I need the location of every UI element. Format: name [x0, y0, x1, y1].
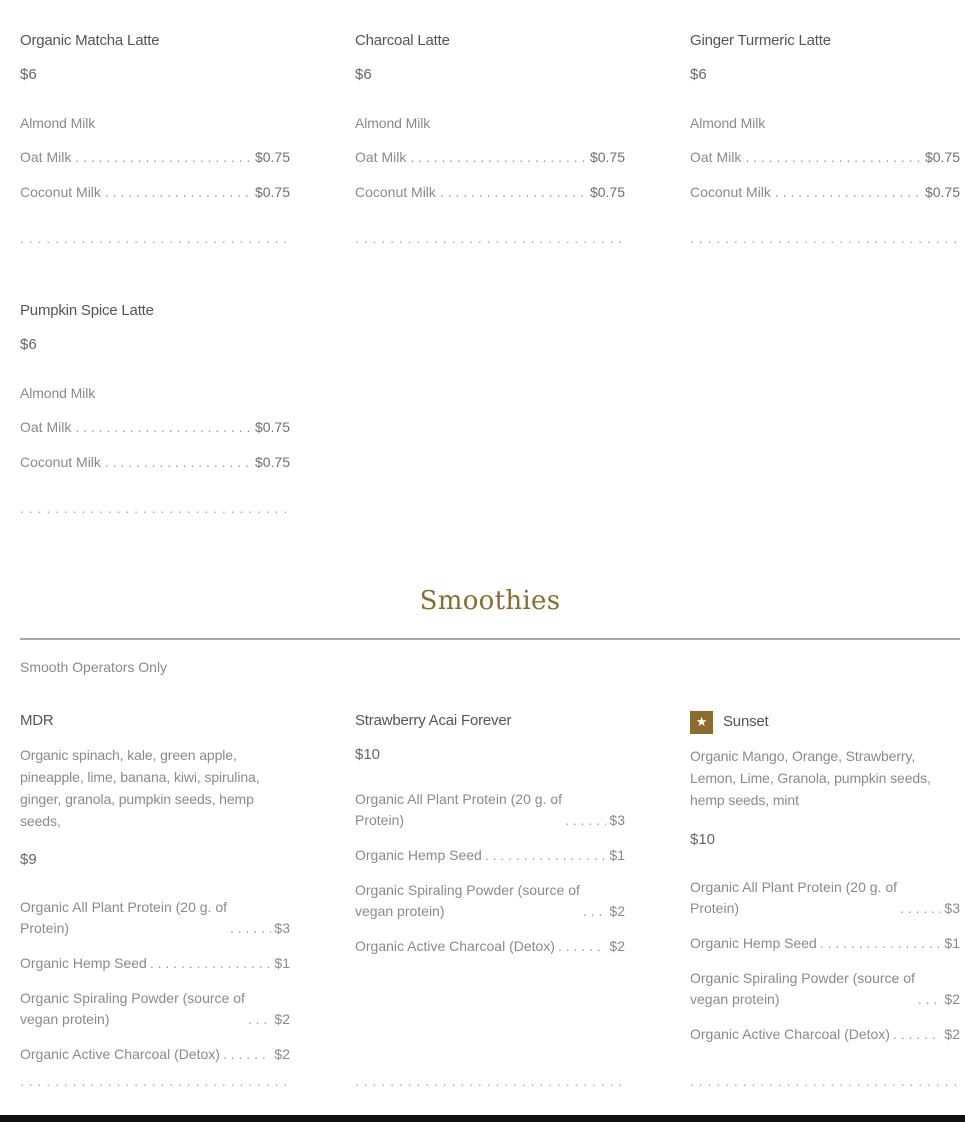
- item-name: Strawberry Acai Forever: [355, 712, 512, 729]
- item-name: MDR: [20, 712, 54, 729]
- addon-name: Organic Hemp Seed: [690, 935, 817, 951]
- dot-leader: [583, 901, 607, 922]
- item-price: $6: [355, 66, 372, 83]
- addon-name-line: Organic All Plant Protein (20 g. of: [355, 791, 562, 807]
- option-price: $0.75: [254, 419, 290, 435]
- dot-leader: [105, 182, 251, 203]
- section-title: Smoothies: [419, 586, 561, 616]
- menu-item-matcha-latte: [20, 31, 290, 203]
- item-description: Organic Mango, Orange, Strawberry, Lemon, Lime, Granola, pumpkin seeds, hemp seeds, mint: [690, 748, 931, 808]
- addon-row: [355, 789, 625, 831]
- addon-row: [20, 953, 290, 974]
- option-name: Oat Milk: [355, 149, 407, 165]
- dot-leader: [820, 933, 942, 954]
- item-name-row: [690, 710, 960, 734]
- addon-name-line: Organic All Plant Protein (20 g. of: [20, 899, 227, 915]
- addon-price: $2: [944, 1026, 960, 1042]
- item-separator: [20, 230, 290, 244]
- addon-name: Organic Active Charcoal (Detox): [20, 1046, 220, 1062]
- option-price: $0.75: [924, 149, 960, 165]
- dot-leader: [775, 182, 921, 203]
- option-name: Coconut Milk: [690, 184, 771, 200]
- item-base-option: Almond Milk: [690, 115, 766, 131]
- item-name: Organic Matcha Latte: [20, 32, 160, 49]
- option-price: $0.75: [589, 184, 625, 200]
- item-separator: [20, 1073, 290, 1087]
- option-row: [355, 182, 625, 203]
- option-name: Coconut Milk: [20, 184, 101, 200]
- dot-leader: [485, 845, 607, 866]
- addon-price: $3: [274, 920, 290, 936]
- option-row: [20, 452, 290, 473]
- addon-price: $2: [944, 991, 960, 1007]
- option-row: [20, 417, 290, 438]
- dot-leader: [105, 452, 251, 473]
- item-name: Pumpkin Spice Latte: [20, 302, 154, 319]
- option-price: $0.75: [254, 454, 290, 470]
- option-row: [20, 182, 290, 203]
- dot-leader: [565, 810, 606, 831]
- addon-name: Organic Hemp Seed: [20, 955, 147, 971]
- addon-row: [20, 897, 290, 939]
- addon-row: [690, 968, 960, 1010]
- addon-name: Organic Active Charcoal (Detox): [690, 1026, 890, 1042]
- item-price: $10: [355, 746, 381, 763]
- option-name: Oat Milk: [690, 149, 742, 165]
- addon-price: $1: [944, 935, 960, 951]
- section-subtitle: Smooth Operators Only: [20, 659, 168, 675]
- dot-leader: [410, 147, 586, 168]
- item-price: $10: [690, 831, 716, 848]
- option-row: [690, 182, 960, 203]
- item-base-option: Almond Milk: [20, 115, 96, 131]
- addon-name-line: vegan protein): [20, 1011, 110, 1027]
- footer-bar: [0, 1115, 965, 1122]
- menu-item-mdr: [20, 711, 290, 1065]
- menu-item-strawberry-acai-forever: [355, 711, 625, 957]
- item-base-option: Almond Milk: [20, 385, 96, 401]
- option-row: [355, 147, 625, 168]
- addon-row: [690, 933, 960, 954]
- dot-leader: [230, 918, 271, 939]
- dot-leader: [75, 147, 251, 168]
- menu-item-pumpkin-spice-latte: [20, 301, 290, 473]
- item-base-option: Almond Milk: [355, 115, 431, 131]
- addon-name-line: Organic All Plant Protein (20 g. of: [690, 879, 897, 895]
- dot-leader: [900, 898, 941, 919]
- addon-name-line: Protein): [20, 920, 70, 936]
- addon-row: [355, 845, 625, 866]
- addon-name-line: vegan protein): [355, 903, 445, 919]
- menu-item-sunset: [690, 710, 960, 1045]
- dot-leader: [558, 936, 606, 957]
- addon-name: Organic Active Charcoal (Detox): [355, 938, 555, 954]
- dot-leader: [223, 1044, 271, 1065]
- section-divider: [20, 638, 960, 640]
- item-separator: [690, 1073, 960, 1087]
- item-name: Charcoal Latte: [355, 32, 450, 49]
- dot-leader: [893, 1024, 941, 1045]
- star-icon: ★: [690, 711, 713, 734]
- option-price: $0.75: [924, 184, 960, 200]
- addon-name-line: Organic Spiraling Powder (source of: [355, 882, 580, 898]
- addon-row: [690, 877, 960, 919]
- option-row: [20, 147, 290, 168]
- addon-row: [20, 1044, 290, 1065]
- dot-leader: [440, 182, 586, 203]
- addon-price: $1: [274, 955, 290, 971]
- addon-price: $2: [274, 1046, 290, 1062]
- menu-item-ginger-turmeric-latte: [690, 31, 960, 203]
- addon-name-line: Protein): [690, 900, 740, 916]
- addon-name: Organic Hemp Seed: [355, 847, 482, 863]
- addon-row: [355, 880, 625, 922]
- option-price: $0.75: [254, 149, 290, 165]
- addon-name-line: vegan protein): [690, 991, 780, 1007]
- option-price: $0.75: [589, 149, 625, 165]
- dot-leader: [745, 147, 921, 168]
- addon-row: [20, 988, 290, 1030]
- item-name: Sunset: [723, 713, 769, 730]
- addon-price: $2: [274, 1011, 290, 1027]
- addon-price: $1: [609, 847, 625, 863]
- addon-price: $3: [609, 812, 625, 828]
- item-price: $6: [20, 66, 37, 83]
- option-name: Coconut Milk: [355, 184, 436, 200]
- option-name: Oat Milk: [20, 149, 72, 165]
- item-separator: [355, 1073, 625, 1087]
- dot-leader: [248, 1009, 272, 1030]
- addon-name-line: Organic Spiraling Powder (source of: [20, 990, 245, 1006]
- dot-leader: [150, 953, 272, 974]
- option-price: $0.75: [254, 184, 290, 200]
- option-name: Oat Milk: [20, 419, 72, 435]
- dot-leader: [918, 989, 942, 1010]
- item-price: $6: [20, 336, 37, 353]
- dot-leader: [75, 417, 251, 438]
- addon-price: $3: [944, 900, 960, 916]
- item-name: Ginger Turmeric Latte: [690, 32, 831, 49]
- item-separator: [690, 230, 960, 244]
- item-separator: [20, 500, 290, 514]
- addon-price: $2: [609, 938, 625, 954]
- option-name: Coconut Milk: [20, 454, 101, 470]
- item-price: $6: [690, 66, 707, 83]
- addon-row: [355, 936, 625, 957]
- addon-row: [690, 1024, 960, 1045]
- addon-price: $2: [609, 903, 625, 919]
- menu-item-charcoal-latte: [355, 31, 625, 203]
- addon-name-line: Organic Spiraling Powder (source of: [690, 970, 915, 986]
- item-price: $9: [20, 851, 37, 868]
- option-row: [690, 147, 960, 168]
- item-description: Organic spinach, kale, green apple, pineapple, lime, banana, kiwi, spirulina, ginger, granola, pumpkin seeds, hemp seeds,: [20, 747, 260, 829]
- item-separator: [355, 230, 625, 244]
- addon-name-line: Protein): [355, 812, 405, 828]
